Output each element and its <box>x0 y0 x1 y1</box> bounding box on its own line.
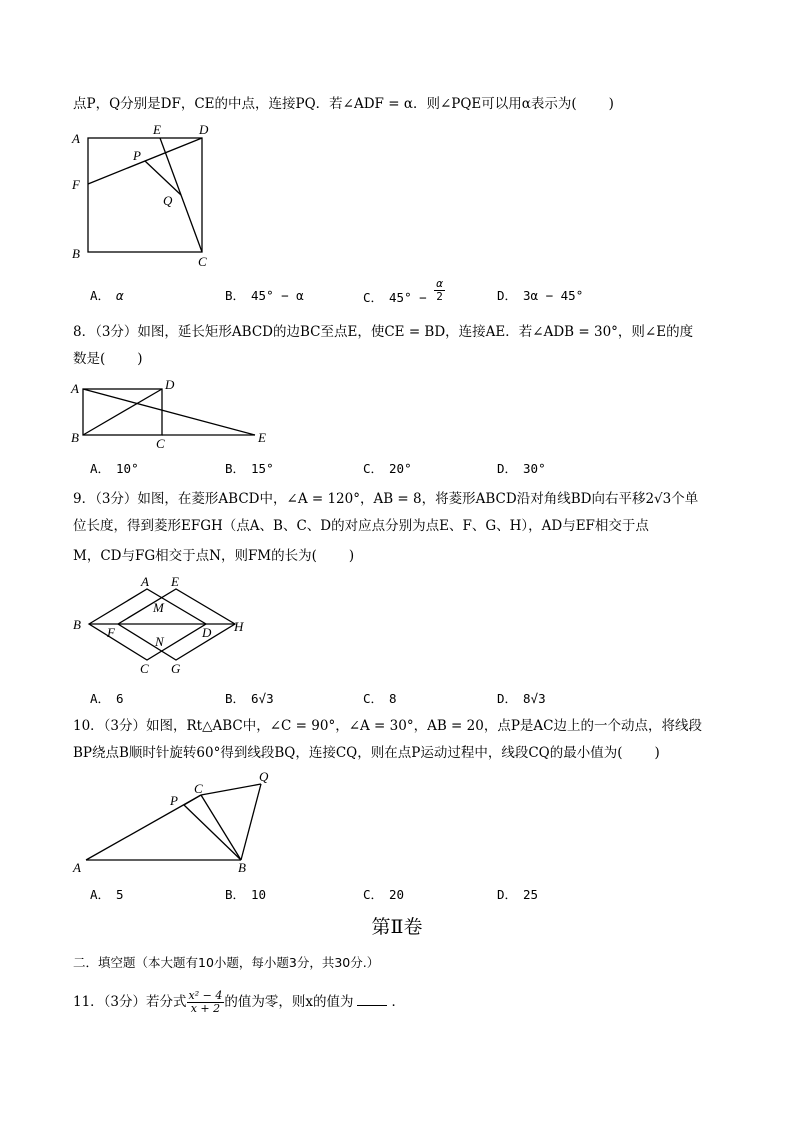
q8-option-a[interactable]: A． 10° <box>90 461 139 476</box>
q10-segment-cq <box>201 784 261 795</box>
q9-label-d: D <box>202 625 212 640</box>
q9-option-c[interactable]: C． 8 <box>363 691 397 706</box>
section-heading: 二．填空题（本大题有10小题，每小题3分，共30分.） <box>73 955 380 970</box>
q8-label-c: C <box>156 436 165 450</box>
q10-label-p: P <box>170 793 178 808</box>
q9-label-c: C <box>140 661 149 676</box>
q7-option-c[interactable]: C． 45° − $\frac{\alpha}{2}$ <box>363 277 443 305</box>
q10-option-c[interactable]: C． 20 <box>363 887 405 902</box>
q10-stem-line1: 10．（3分）如图，Rt△ABC中，∠C = 90°，∠A = 30°，AB = 20，点P是AC边上的一个动点，将线段 <box>73 718 702 734</box>
q10-segment-qb <box>241 784 261 860</box>
q8-stem-line2: 数是( ) <box>73 351 143 367</box>
q11-stem-post: 的值为零，则x的值为 <box>224 994 354 1010</box>
q9-figure <box>65 572 255 680</box>
q9-label-h: H <box>234 619 244 634</box>
q10-option-b[interactable]: B． 10 <box>225 887 267 902</box>
q7-option-c-fraction: $\frac{\alpha}{2}$ <box>436 277 443 303</box>
q9-options <box>90 689 710 711</box>
q7-stem-end: ) <box>608 96 614 112</box>
q11-stem: 11．（3分）若分式 $\frac{\text{x² − 4}}{x + 2}$ 的值为零，则x的值为 ． <box>73 989 405 1015</box>
q10-segment-pc <box>184 795 201 805</box>
q8-option-c[interactable]: C． 20° <box>363 461 412 476</box>
q7-label-a: A <box>72 131 80 146</box>
q9-option-a[interactable]: A． 6 <box>90 691 124 706</box>
q8-segment-ae <box>83 389 255 435</box>
q9-stem-line2: 位长度，得到菱形EFGH（点A、B、C、D的对应点分别为点E、F、G、H），AD与EF相交于点 <box>73 518 649 534</box>
q8-figure <box>65 375 280 450</box>
q10-stem-line2: BP绕点B顺时针旋转60°得到线段BQ，连接CQ，则在点P运动过程中，线段CQ的最小值为( ) <box>73 745 660 761</box>
q7-options <box>90 277 710 308</box>
q7-label-q: Q <box>163 193 173 208</box>
q7-label-b: B <box>72 246 80 261</box>
q9-stem-line3: M，CD与FG相交于点N，则FM的长为( ) <box>73 548 355 564</box>
q7-label-e: E <box>153 122 161 137</box>
q10-label-c: C <box>194 781 203 796</box>
q10-option-a[interactable]: A． 5 <box>90 887 124 902</box>
q10-label-q: Q <box>259 769 269 784</box>
q8-label-d: D <box>165 377 175 392</box>
q7-figure <box>65 118 225 273</box>
q9-label-e: E <box>171 574 179 589</box>
q11-stem-pre: 11．（3分）若分式 <box>73 994 187 1010</box>
q10-figure <box>65 768 280 878</box>
q9-option-d[interactable]: D． 8√3 <box>497 691 546 706</box>
q7-square <box>88 138 202 252</box>
q10-label-a: A <box>73 860 81 875</box>
q8-option-b[interactable]: B． 15° <box>225 461 274 476</box>
q8-stem-line1: 8．（3分）如图，延长矩形ABCD的边BC至点E，使CE = BD，连接AE．若∠ADB = 30°，则∠E的度 <box>73 324 694 340</box>
q7-segment-pq <box>145 161 181 195</box>
q10-segment-ac <box>86 795 201 860</box>
q8-option-d[interactable]: D． 30° <box>497 461 546 476</box>
q8-label-e: E <box>258 430 266 445</box>
q10-options <box>90 885 710 907</box>
q7-option-a[interactable]: A． α <box>90 288 124 303</box>
q7-label-p: P <box>133 148 141 163</box>
q8-options <box>90 459 710 481</box>
q7-label-d: D <box>199 122 209 137</box>
q9-option-b[interactable]: B． 6√3 <box>225 691 274 706</box>
q7-stem-text: 点P，Q分别是DF，CE的中点，连接PQ．若∠ADF = α．则∠PQE可以用α表示为( <box>73 96 577 112</box>
q9-label-g: G <box>171 661 181 676</box>
q11-answer-blank[interactable] <box>357 991 387 1006</box>
q9-label-n: N <box>155 634 164 649</box>
q7-option-d[interactable]: D． 3α − 45° <box>497 288 584 303</box>
q9-label-b: B <box>73 617 81 632</box>
q9-stem-line1: 9．（3分）如图，在菱形ABCD中，∠A = 120°，AB = 8，将菱形ABCD沿对角线BD向右平移2√3个单 <box>73 491 699 507</box>
q9-label-a: A <box>141 574 149 589</box>
q11-fraction: $\frac{\text{x² − 4}}{x + 2}$ <box>188 989 223 1015</box>
q7-label-f: F <box>72 177 80 192</box>
q9-label-m: M <box>153 600 164 615</box>
q7-option-b[interactable]: B． 45° − α <box>225 288 304 303</box>
q8-label-a: A <box>71 381 79 396</box>
q8-label-b: B <box>71 430 79 445</box>
q9-label-f: F <box>107 625 115 640</box>
q10-label-b: B <box>238 860 246 875</box>
q10-option-d[interactable]: D． 25 <box>497 887 539 902</box>
q7-label-c: C <box>198 254 207 269</box>
q7-stem <box>73 94 614 114</box>
q8-diagonal-bd <box>83 389 162 435</box>
section-title: 第Ⅱ卷 <box>371 916 423 938</box>
